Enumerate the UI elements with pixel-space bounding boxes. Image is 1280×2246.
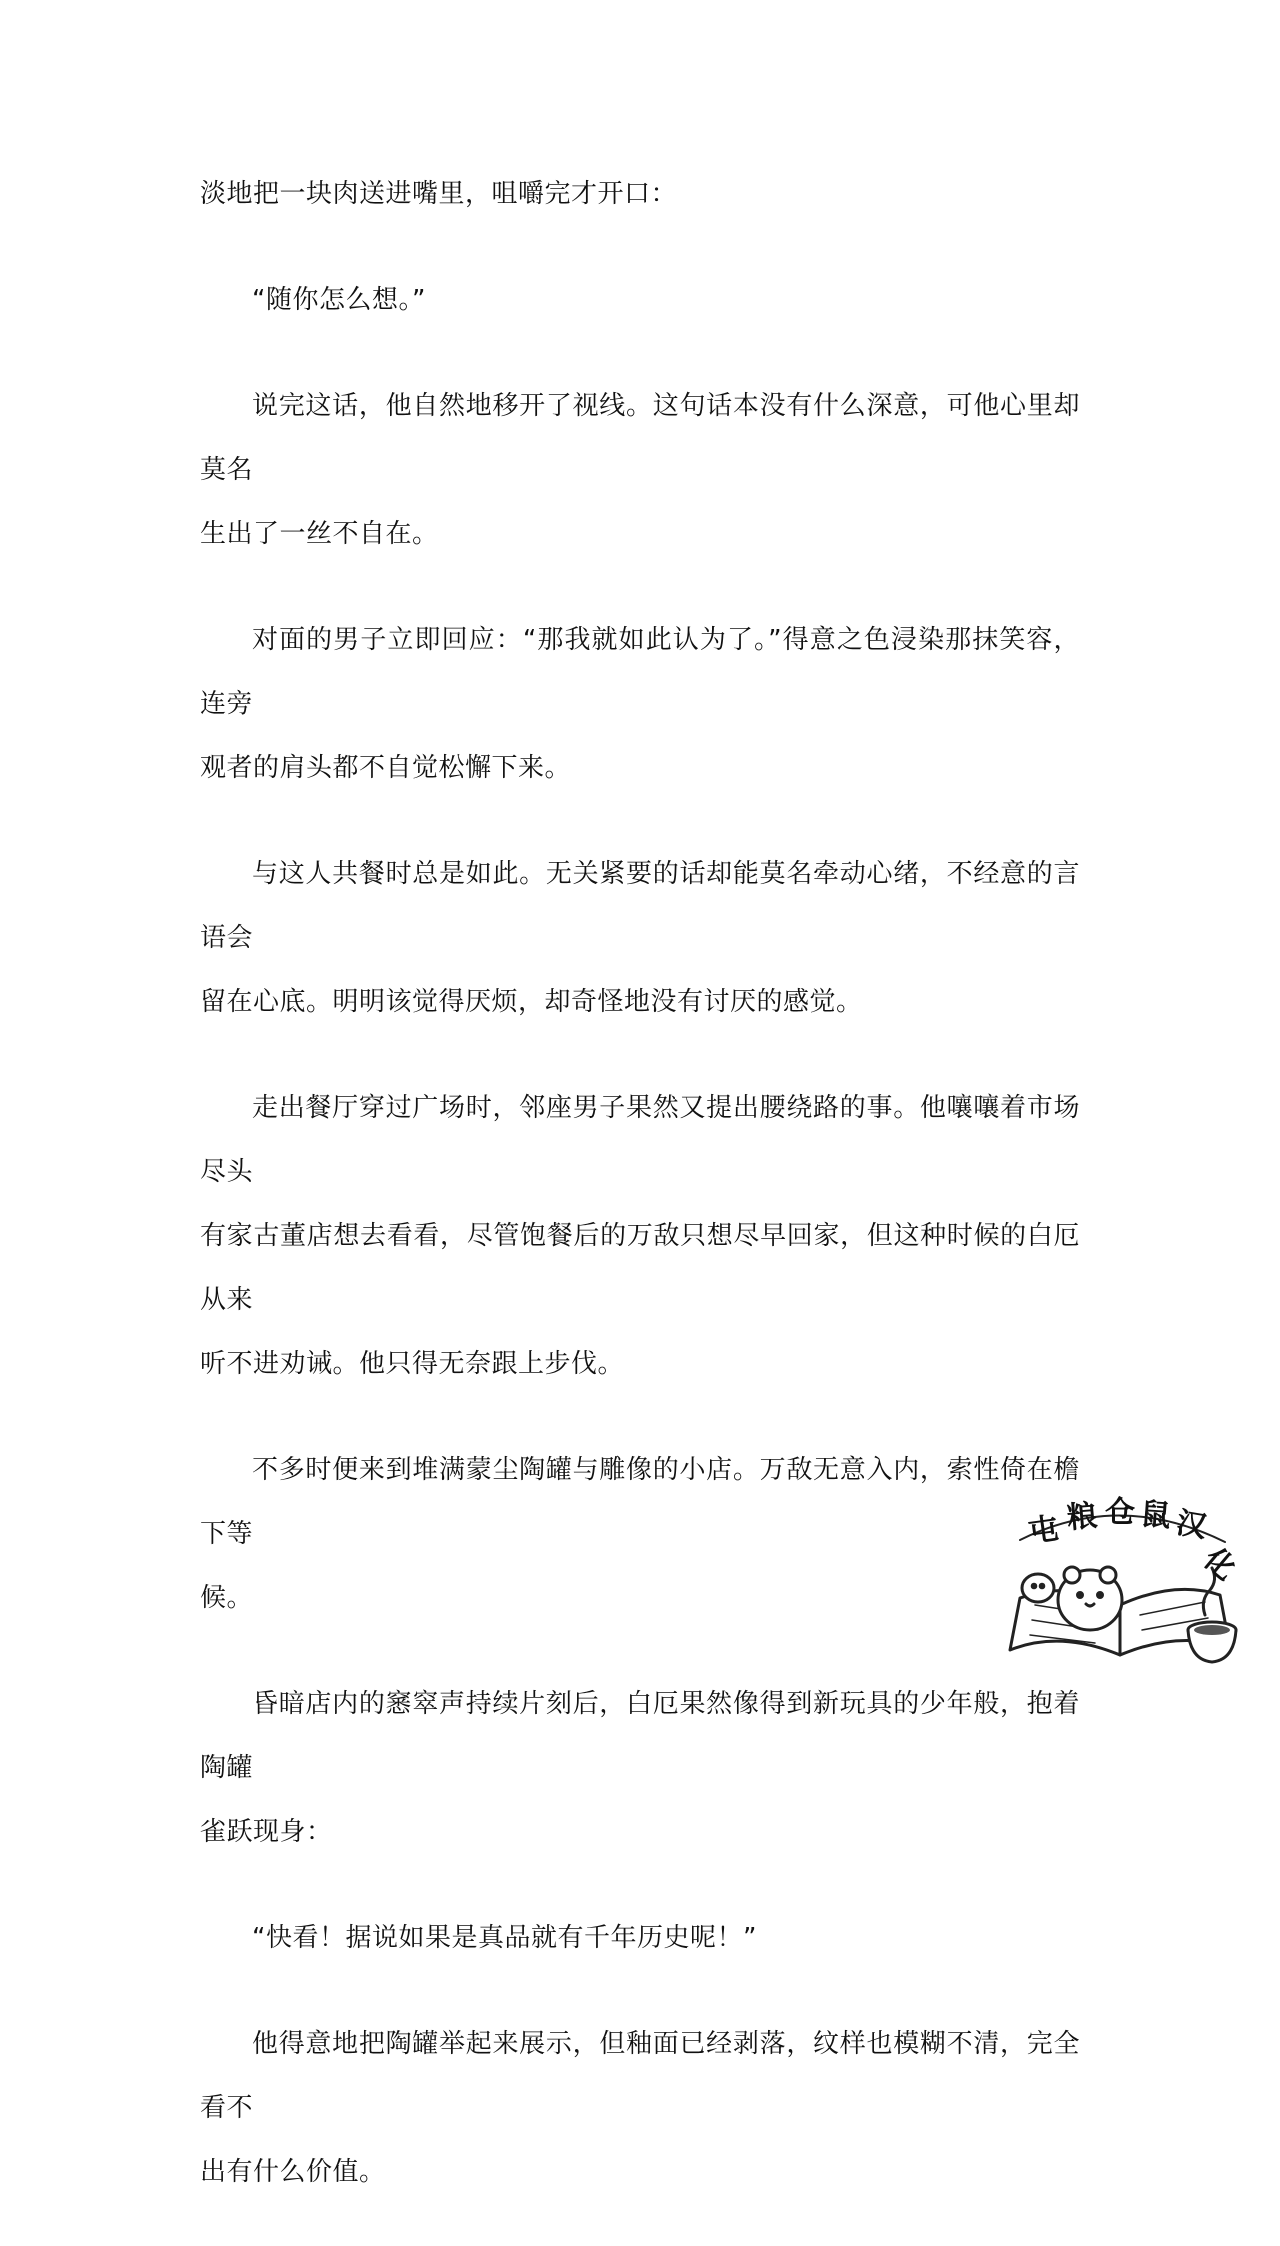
text-line: 走出餐厅穿过广场时，邻座男子果然又提出腰绕路的事。他嚷嚷着市场尽头 (200, 1093, 1080, 1187)
text-line: 有家古董店想去看看，尽管饱餐后的万敌只想尽早回家，但这种时候的白厄从来 (200, 1221, 1080, 1315)
paragraph-1 (200, 162, 1080, 226)
paragraph-6 (200, 1076, 1080, 1396)
text-line: 生出了一丝不自在。 (200, 519, 439, 549)
hamster-reading-book-icon (990, 1480, 1250, 1680)
document-body (200, 162, 1080, 2246)
text-line: 听不进劝诫。他只得无奈跟上步伐。 (200, 1349, 625, 1379)
svg-text:粮: 粮 (1065, 1498, 1099, 1536)
svg-text:鼠: 鼠 (1139, 1497, 1172, 1535)
text-line: 对面的男子立即回应：“那我就如此认为了。”得意之色浸染那抹笑容，连旁 (200, 625, 1080, 719)
svg-text:汉: 汉 (1173, 1505, 1210, 1546)
text-line: 昏暗店内的窸窣声持续片刻后，白厄果然像得到新玩具的少年般，抱着陶罐 (200, 1689, 1080, 1783)
text-line: 他得意地把陶罐举起来展示，但釉面已经剥落，纹样也模糊不清，完全看不 (200, 2029, 1080, 2123)
svg-text:仓: 仓 (1105, 1495, 1135, 1530)
paragraph-2 (200, 268, 1080, 332)
text-line: 雀跃现身： (200, 1817, 333, 1847)
text-line: 留在心底。明明该觉得厌烦，却奇怪地没有讨厌的感觉。 (200, 987, 863, 1017)
text-line: 与这人共餐时总是如此。无关紧要的话却能莫名牵动心绪，不经意的言语会 (200, 859, 1080, 953)
text-line: 候。 (200, 1583, 254, 1613)
paragraph-10 (200, 2012, 1080, 2204)
svg-text:化: 化 (1196, 1541, 1243, 1588)
paragraph-9 (200, 1906, 1080, 1970)
paragraph-4 (200, 608, 1080, 800)
text-line: “快看！据说如果是真品就有千年历史呢！” (252, 1923, 757, 1953)
text-line: 淡地把一块肉送进嘴里，咀嚼完才开口： (200, 179, 678, 209)
paragraph-3 (200, 374, 1080, 566)
text-line: 说完这话，他自然地移开了视线。这句话本没有什么深意，可他心里却莫名 (200, 391, 1080, 485)
text-line: 观者的肩头都不自觉松懈下来。 (200, 753, 572, 783)
text-line: 不多时便来到堆满蒙尘陶罐与雕像的小店。万敌无意入内，索性倚在檐下等 (200, 1455, 1080, 1549)
paragraph-7 (200, 1438, 1080, 1630)
text-line: “随你怎么想。” (252, 285, 426, 315)
paragraph-5 (200, 842, 1080, 1034)
svg-text:屯: 屯 (1026, 1511, 1061, 1550)
paragraph-8 (200, 1672, 1080, 1864)
text-line: 出有什么价值。 (200, 2157, 386, 2187)
